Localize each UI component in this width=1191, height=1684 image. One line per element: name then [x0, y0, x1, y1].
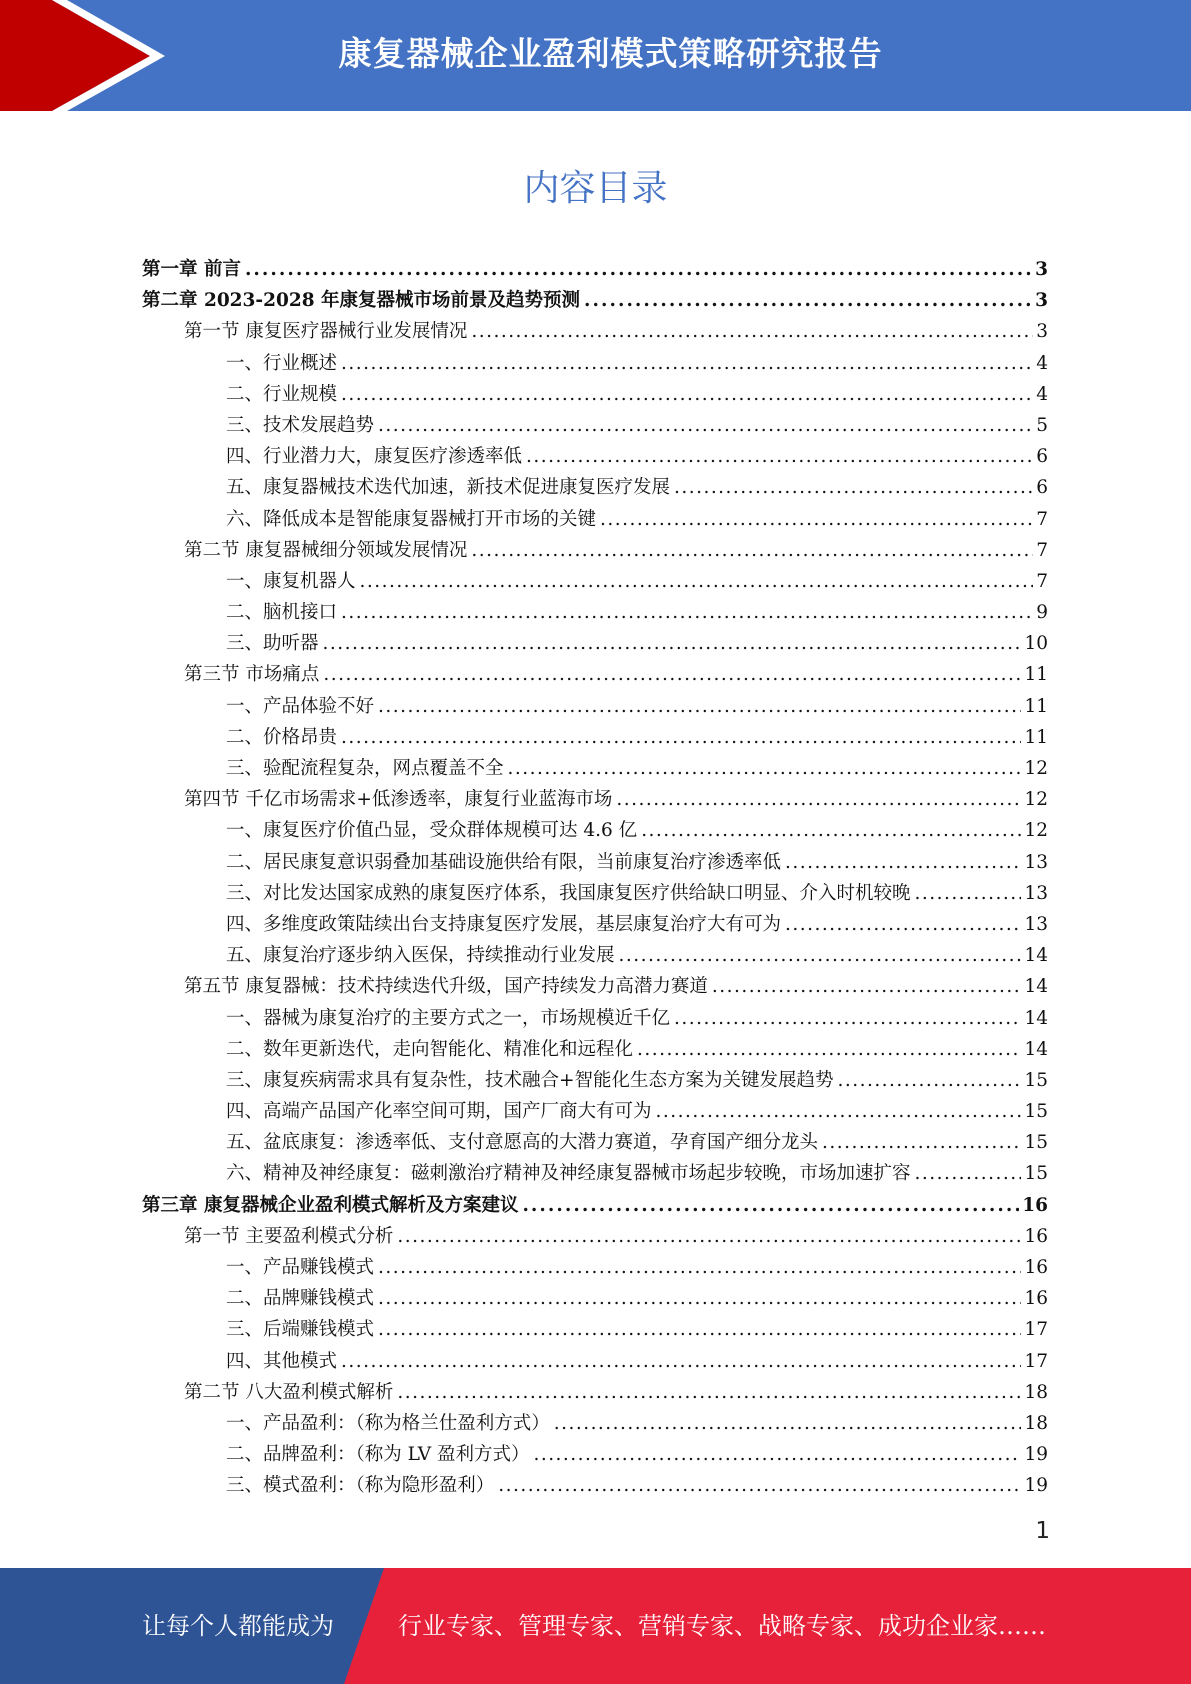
- toc-dot-leader: [508, 753, 1022, 784]
- toc-dot-leader: [397, 1221, 1021, 1252]
- toc-entry-title: 一、康复医疗价值凸显，受众群体规模可达 4.6 亿: [226, 820, 638, 842]
- toc-entry[interactable]: [142, 753, 1048, 784]
- toc-entry-page: 16: [1022, 1194, 1048, 1216]
- toc-entry-title: 二、品牌盈利：（称为 LV 盈利方式）: [226, 1444, 530, 1466]
- toc-dot-leader: [822, 1127, 1021, 1158]
- toc-entry[interactable]: [142, 691, 1048, 722]
- toc-entry[interactable]: [142, 847, 1048, 878]
- toc-entry-page: 3: [1035, 259, 1048, 280]
- toc-dot-leader: [554, 1408, 1022, 1439]
- toc-entry-title: 六、降低成本是智能康复器械打开市场的关键: [226, 508, 597, 530]
- toc-entry-title: 一、器械为康复治疗的主要方式之一，市场规模近千亿: [226, 1007, 671, 1029]
- toc-dot-leader: [712, 971, 1022, 1002]
- toc-dot-leader: [245, 254, 1032, 285]
- toc-entry[interactable]: [142, 1314, 1048, 1345]
- toc-entry-title: 一、行业概述: [226, 352, 338, 374]
- toc-entry-title: 一、产品体验不好: [226, 695, 375, 717]
- toc-entry-page: 13: [1024, 882, 1048, 904]
- toc-entry-page: 10: [1024, 633, 1048, 655]
- toc-entry-page: 17: [1024, 1350, 1048, 1372]
- toc-dot-leader: [785, 909, 1021, 940]
- toc-dot-leader: [378, 410, 1033, 441]
- toc-entry-page: 18: [1024, 1381, 1048, 1403]
- toc-entry[interactable]: [142, 909, 1048, 940]
- toc-entry-title: 三、助听器: [226, 633, 319, 655]
- toc-entry-page: 11: [1024, 664, 1048, 686]
- toc-entry[interactable]: [142, 784, 1048, 815]
- toc-entry-page: 11: [1024, 695, 1048, 717]
- toc-dot-leader: [341, 597, 1033, 628]
- toc-dot-leader: [471, 535, 1033, 566]
- toc-entry[interactable]: [142, 1346, 1048, 1377]
- toc-entry-page: 11: [1024, 726, 1048, 748]
- toc-entry-title: 第一章 前言: [142, 259, 241, 280]
- toc-dot-leader: [378, 1252, 1021, 1283]
- toc-entry-title: 二、品牌赚钱模式: [226, 1288, 375, 1310]
- toc-entry-page: 12: [1024, 820, 1048, 842]
- page-number: 1: [1035, 1518, 1050, 1544]
- toc-dot-leader: [915, 878, 1022, 909]
- toc-entry-title: 第三节 市场痛点: [184, 664, 320, 686]
- toc-dot-leader: [526, 441, 1033, 472]
- toc-entry[interactable]: [142, 1221, 1048, 1252]
- toc-entry-page: 5: [1036, 414, 1048, 436]
- toc-entry-page: 15: [1024, 1101, 1048, 1123]
- toc-dot-leader: [641, 815, 1021, 846]
- toc-entry-title: 第二章 2023-2028 年康复器械市场前景及趋势预测: [142, 290, 581, 312]
- table-of-contents: [142, 254, 1048, 1502]
- toc-entry[interactable]: [142, 1283, 1048, 1314]
- toc-entry[interactable]: [142, 254, 1048, 285]
- toc-entry[interactable]: [142, 1127, 1048, 1158]
- toc-entry-title: 三、模式盈利：（称为隐形盈利）: [226, 1475, 495, 1497]
- toc-entry[interactable]: [142, 1034, 1048, 1065]
- toc-entry[interactable]: [142, 410, 1048, 441]
- toc-dot-leader: [341, 348, 1033, 379]
- toc-entry[interactable]: [142, 1190, 1048, 1221]
- toc-entry-title: 五、康复器械技术迭代加速，新技术促进康复医疗发展: [226, 477, 671, 499]
- toc-entry-title: 第三章 康复器械企业盈利模式解析及方案建议: [142, 1194, 519, 1216]
- toc-dot-leader: [600, 504, 1033, 535]
- toc-entry-title: 第一节 主要盈利模式分析: [184, 1225, 394, 1247]
- toc-entry[interactable]: [142, 1065, 1048, 1096]
- toc-entry-title: 三、技术发展趋势: [226, 414, 375, 436]
- toc-entry-title: 三、验配流程复杂，网点覆盖不全: [226, 758, 504, 779]
- toc-entry[interactable]: [142, 1158, 1048, 1189]
- toc-entry-title: 第二节 康复器械细分领域发展情况: [184, 539, 468, 561]
- toc-entry-title: 二、居民康复意识弱叠加基础设施供给有限，当前康复治疗渗透率低: [226, 851, 782, 873]
- toc-dot-leader: [323, 659, 1021, 690]
- toc-entry[interactable]: [142, 379, 1048, 410]
- toc-dot-leader: [584, 285, 1032, 316]
- toc-entry-page: 18: [1024, 1412, 1048, 1434]
- toc-entry-page: 15: [1024, 1132, 1048, 1154]
- toc-entry[interactable]: [142, 940, 1048, 971]
- toc-entry[interactable]: [142, 285, 1048, 316]
- toc-entry[interactable]: [142, 1439, 1048, 1470]
- report-title: 康复器械企业盈利模式策略研究报告: [338, 34, 883, 73]
- toc-entry[interactable]: [142, 722, 1048, 753]
- toc-dot-leader: [378, 1314, 1021, 1345]
- toc-entry-title: 二、数年更新迭代，走向智能化、精准化和远程化: [226, 1038, 634, 1060]
- toc-entry-page: 13: [1024, 851, 1048, 873]
- footer-slogan-right: 行业专家、管理专家、营销专家、战略专家、成功企业家……: [398, 1612, 1046, 1640]
- toc-entry[interactable]: [142, 348, 1048, 379]
- toc-entry-page: 19: [1024, 1475, 1048, 1497]
- toc-entry-title: 五、康复治疗逐步纳入医保，持续推动行业发展: [226, 945, 615, 967]
- toc-entry-page: 14: [1024, 1007, 1048, 1029]
- toc-entry-page: 15: [1024, 1069, 1048, 1091]
- toc-entry-page: 16: [1024, 1288, 1048, 1310]
- toc-entry[interactable]: [142, 628, 1048, 659]
- toc-entry-page: 6: [1036, 477, 1048, 499]
- toc-entry[interactable]: [142, 659, 1048, 690]
- toc-entry-page: 7: [1036, 539, 1048, 561]
- toc-entry[interactable]: [142, 472, 1048, 503]
- toc-dot-leader: [616, 784, 1021, 815]
- toc-entry-page: 14: [1024, 945, 1048, 967]
- toc-dot-leader: [674, 472, 1033, 503]
- toc-entry[interactable]: [142, 1470, 1048, 1501]
- toc-heading: 内容目录: [523, 168, 668, 209]
- toc-entry-page: 19: [1024, 1444, 1048, 1466]
- toc-entry[interactable]: [142, 566, 1048, 597]
- toc-dot-leader: [838, 1065, 1022, 1096]
- toc-entry-title: 四、多维度政策陆续出台支持康复医疗发展，基层康复治疗大有可为: [226, 913, 782, 935]
- toc-entry-title: 第二节 八大盈利模式解析: [184, 1381, 394, 1403]
- toc-entry-page: 6: [1036, 446, 1048, 468]
- toc-entry-title: 第一节 康复医疗器械行业发展情况: [184, 321, 468, 343]
- toc-entry-title: 四、行业潜力大，康复医疗渗透率低: [226, 446, 523, 468]
- toc-entry-page: 3: [1035, 290, 1048, 312]
- toc-dot-leader: [656, 1096, 1022, 1127]
- toc-dot-leader: [637, 1034, 1021, 1065]
- toc-entry[interactable]: [142, 878, 1048, 909]
- toc-entry[interactable]: [142, 535, 1048, 566]
- toc-dot-leader: [378, 691, 1021, 722]
- toc-entry-page: 9: [1036, 602, 1048, 624]
- toc-dot-leader: [915, 1158, 1022, 1189]
- toc-dot-leader: [619, 940, 1022, 971]
- toc-entry-page: 17: [1024, 1319, 1048, 1341]
- toc-entry-title: 三、对比发达国家成熟的康复医疗体系，我国康复医疗供给缺口明显、介入时机较晚: [226, 882, 911, 904]
- toc-dot-leader: [785, 847, 1021, 878]
- toc-dot-leader: [378, 1283, 1021, 1314]
- toc-entry-title: 一、产品赚钱模式: [226, 1257, 375, 1278]
- toc-entry-title: 一、产品盈利：（称为格兰仕盈利方式）: [226, 1412, 550, 1434]
- toc-dot-leader: [471, 316, 1033, 347]
- toc-dot-leader: [341, 722, 1021, 753]
- toc-entry-title: 第五节 康复器械：技术持续迭代升级，国产持续发力高潜力赛道: [184, 976, 708, 998]
- toc-entry-title: 二、价格昂贵: [226, 726, 338, 748]
- toc-entry-page: 4: [1036, 383, 1048, 405]
- toc-entry-page: 7: [1036, 508, 1048, 530]
- toc-entry-title: 二、脑机接口: [226, 602, 338, 624]
- toc-entry-title: 三、康复疾病需求具有复杂性，技术融合+智能化生态方案为关键发展趋势: [226, 1069, 834, 1091]
- footer-banner: [0, 1568, 1191, 1684]
- toc-dot-leader: [522, 1190, 1019, 1221]
- toc-entry[interactable]: [142, 597, 1048, 628]
- toc-entry-page: 14: [1024, 1038, 1048, 1060]
- toc-entry-title: 一、康复机器人: [226, 570, 356, 592]
- report-header: [0, 0, 1191, 111]
- toc-entry[interactable]: [142, 504, 1048, 535]
- toc-entry-page: 12: [1024, 789, 1048, 811]
- toc-entry-page: 7: [1036, 570, 1048, 592]
- toc-entry[interactable]: [142, 441, 1048, 472]
- toc-entry-title: 六、精神及神经康复：磁刺激治疗精神及神经康复器械市场起步较晚，市场加速扩容: [226, 1163, 911, 1185]
- toc-entry-title: 四、其他模式: [226, 1350, 338, 1372]
- toc-entry-page: 13: [1024, 913, 1048, 935]
- toc-entry-title: 四、高端产品国产化率空间可期，国产厂商大有可为: [226, 1101, 652, 1123]
- toc-entry[interactable]: [142, 815, 1048, 846]
- toc-entry[interactable]: [142, 1408, 1048, 1439]
- toc-entry-title: 第四节 千亿市场需求+低渗透率，康复行业蓝海市场: [184, 789, 613, 811]
- toc-entry-page: 4: [1036, 352, 1048, 374]
- toc-dot-leader: [323, 628, 1022, 659]
- toc-dot-leader: [341, 1346, 1021, 1377]
- toc-entry-page: 3: [1036, 321, 1048, 343]
- toc-dot-leader: [533, 1439, 1021, 1470]
- toc-dot-leader: [397, 1377, 1021, 1408]
- toc-dot-leader: [360, 566, 1034, 597]
- toc-entry-page: 15: [1024, 1163, 1048, 1185]
- toc-entry-page: 16: [1024, 1225, 1048, 1247]
- toc-entry[interactable]: [142, 1377, 1048, 1408]
- toc-entry-title: 二、行业规模: [226, 383, 338, 405]
- toc-entry-title: 五、盆底康复：渗透率低、支付意愿高的大潜力赛道，孕育国产细分龙头: [226, 1132, 819, 1154]
- toc-dot-leader: [341, 379, 1033, 410]
- toc-entry-page: 12: [1024, 758, 1048, 779]
- toc-entry-title: 三、后端赚钱模式: [226, 1319, 375, 1341]
- toc-entry-page: 14: [1024, 976, 1048, 998]
- toc-dot-leader: [498, 1470, 1021, 1501]
- toc-dot-leader: [674, 1003, 1021, 1034]
- toc-entry[interactable]: [142, 1252, 1048, 1283]
- footer-slogan-left: 让每个人都能成为: [142, 1612, 334, 1640]
- toc-entry[interactable]: [142, 316, 1048, 347]
- toc-entry[interactable]: [142, 1096, 1048, 1127]
- toc-entry[interactable]: [142, 1003, 1048, 1034]
- toc-entry[interactable]: [142, 971, 1048, 1002]
- toc-entry-page: 16: [1024, 1257, 1048, 1278]
